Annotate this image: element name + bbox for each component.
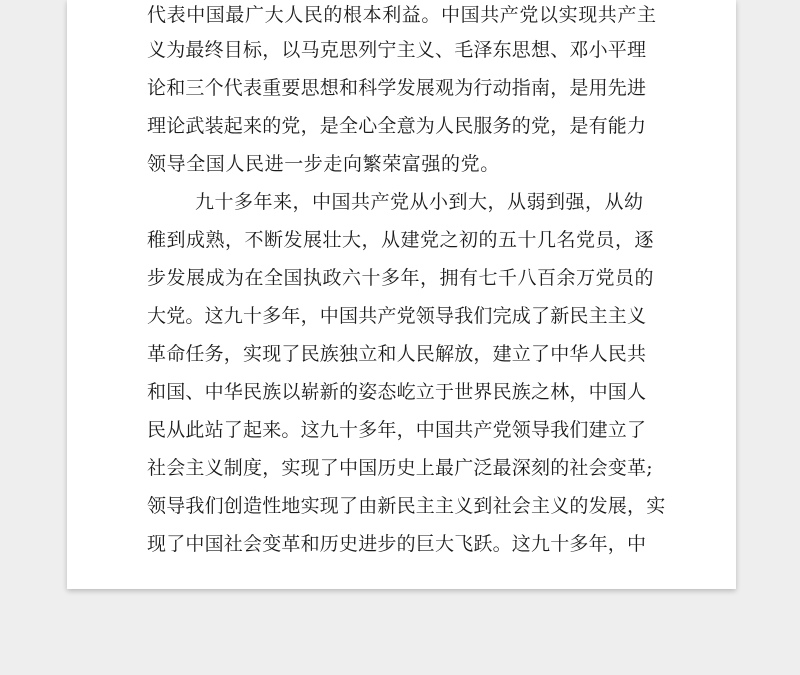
paragraph-1-line-2: 义为最终目标，以马克思列宁主义、毛泽东思想、邓小平理	[147, 39, 647, 61]
paragraph-2-line-8: 社会主义制度，实现了中国历史上最广泛最深刻的社会变革;	[147, 457, 653, 479]
paragraph-1-line-4: 理论武装起来的党，是全心全意为人民服务的党，是有能力	[147, 115, 647, 137]
paragraph-1-line-5: 领导全国人民进一步走向繁荣富强的党。	[147, 153, 500, 175]
paragraph-2-line-1: 九十多年来，中国共产党从小到大，从弱到强，从幼	[195, 191, 644, 213]
paragraph-2-line-5: 革命任务，实现了民族独立和人民解放，建立了中华人民共	[147, 343, 647, 365]
paragraph-2-line-6: 和国、中华民族以崭新的姿态屹立于世界民族之林，中国人	[147, 381, 647, 403]
paragraph-2-line-4: 大党。这九十多年，中国共产党领导我们完成了新民主主义	[147, 305, 647, 327]
paragraph-2-line-3: 步发展成为在全国执政六十多年，拥有七千八百余万党员的	[147, 267, 655, 289]
paragraph-2-line-7: 民从此站了起来。这九十多年，中国共产党领导我们建立了	[147, 419, 647, 441]
paragraph-1-line-3: 论和三个代表重要思想和科学发展观为行动指南，是用先进	[147, 77, 647, 99]
paragraph-1-line-1: 代表中国最广大人民的根本利益。中国共产党以实现共产主	[147, 4, 657, 26]
paragraph-2-line-9: 领导我们创造性地实现了由新民主主义到社会主义的发展，实	[147, 495, 666, 517]
paragraph-2-line-10: 现了中国社会变革和历史进步的巨大飞跃。这九十多年，中	[147, 533, 647, 555]
paragraph-2-line-2: 稚到成熟，不断发展壮大，从建党之初的五十几名党员，逐	[147, 229, 655, 251]
